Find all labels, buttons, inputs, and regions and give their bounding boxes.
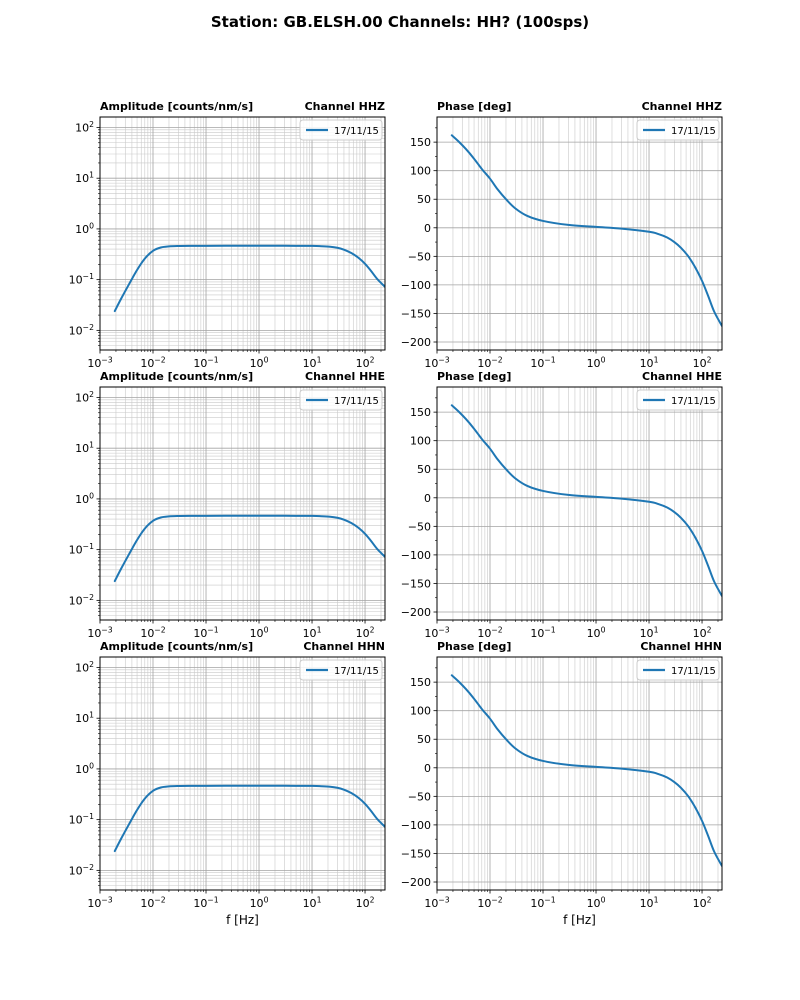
y-tick-label: −50 xyxy=(407,520,431,534)
y-tick-label: $10^0$ xyxy=(75,221,94,236)
legend-label: 17/11/15 xyxy=(334,396,379,407)
axis-title-channel: Channel HHN xyxy=(640,640,722,653)
x-tick-label: $10^1$ xyxy=(302,625,322,640)
x-tick-label: $10^1$ xyxy=(302,895,322,910)
x-tick-label: $10^2$ xyxy=(355,625,375,640)
y-tick-label: $10^2$ xyxy=(75,659,94,675)
y-tick-label: 50 xyxy=(417,733,431,747)
y-tick-label: 150 xyxy=(410,406,431,420)
y-tick-label: −150 xyxy=(400,847,431,861)
axis-title-left: Phase [deg] xyxy=(437,100,512,113)
axis-title-left: Amplitude [counts/nm/s] xyxy=(100,640,254,653)
x-tick-label: $10^0$ xyxy=(249,625,269,640)
x-tick-label: $10^{-3}$ xyxy=(424,895,450,910)
y-tick-label: −100 xyxy=(400,278,431,292)
y-tick-label: $10^2$ xyxy=(75,389,94,405)
curve-group xyxy=(452,405,722,596)
x-tick-label: $10^2$ xyxy=(355,355,375,370)
y-tick-label: −50 xyxy=(407,790,431,804)
y-tick-label: $10^{-1}$ xyxy=(68,542,94,557)
axis-title-left: Amplitude [counts/nm/s] xyxy=(100,370,254,383)
subplot-amplitude-hhn xyxy=(60,627,405,927)
x-tick-label: $10^2$ xyxy=(692,625,712,640)
x-axis-label: f [Hz] xyxy=(563,913,596,927)
subplot-phase-hhe xyxy=(397,357,742,657)
figure-title: Station: GB.ELSH.00 Channels: HH? (100sps) xyxy=(210,13,590,31)
axis-title-channel: Channel HHZ xyxy=(641,100,722,113)
response-curve-phase-hhe xyxy=(452,405,722,596)
y-tick-label: $10^1$ xyxy=(75,710,94,726)
y-tick-label: −200 xyxy=(400,336,431,350)
y-tick-label: 100 xyxy=(410,704,431,718)
y-tick-label: 0 xyxy=(424,761,431,775)
x-tick-label: $10^1$ xyxy=(639,355,659,370)
legend-label: 17/11/15 xyxy=(671,666,716,677)
y-tick-label: $10^1$ xyxy=(75,170,94,186)
x-tick-label: $10^2$ xyxy=(355,895,375,910)
y-tick-label: 100 xyxy=(410,434,431,448)
y-tick-label: 50 xyxy=(417,193,431,207)
x-tick-label: $10^0$ xyxy=(586,895,606,910)
y-tick-label: $10^0$ xyxy=(75,491,94,506)
curve-group xyxy=(452,135,722,326)
x-axis-label: f [Hz] xyxy=(226,913,259,927)
axis-title-left: Amplitude [counts/nm/s] xyxy=(100,100,254,113)
x-tick-label: $10^{-1}$ xyxy=(193,355,219,370)
x-tick-label: $10^1$ xyxy=(639,625,659,640)
y-tick-label: $10^0$ xyxy=(75,761,94,776)
curve-group xyxy=(452,675,722,866)
x-tick-label: $10^{-2}$ xyxy=(140,625,166,640)
y-tick-label: $10^{-2}$ xyxy=(68,322,94,338)
y-tick-label: 100 xyxy=(410,164,431,178)
x-tick-label: $10^{-3}$ xyxy=(87,625,113,640)
x-tick-label: $10^0$ xyxy=(249,355,269,370)
y-tick-label: −100 xyxy=(400,818,431,832)
axis-title-left: Phase [deg] xyxy=(437,640,512,653)
x-tick-label: $10^0$ xyxy=(586,355,606,370)
x-tick-label: $10^{-1}$ xyxy=(193,625,219,640)
y-tick-label: $10^{-1}$ xyxy=(68,812,94,827)
legend-label: 17/11/15 xyxy=(671,396,716,407)
x-tick-label: $10^{-2}$ xyxy=(477,625,503,640)
y-tick-label: 150 xyxy=(410,136,431,150)
x-tick-label: $10^{-1}$ xyxy=(530,355,556,370)
y-tick-label: −100 xyxy=(400,548,431,562)
legend-label: 17/11/15 xyxy=(334,666,379,677)
y-tick-label: 150 xyxy=(410,676,431,690)
response-curve-phase-hhn xyxy=(452,675,722,866)
y-tick-label: 0 xyxy=(424,221,431,235)
y-tick-label: −150 xyxy=(400,577,431,591)
axis-title-channel: Channel HHZ xyxy=(304,100,385,113)
x-tick-label: $10^0$ xyxy=(586,625,606,640)
x-tick-label: $10^{-1}$ xyxy=(530,895,556,910)
x-tick-label: $10^{-2}$ xyxy=(140,355,166,370)
y-tick-label: 50 xyxy=(417,463,431,477)
y-tick-label: $10^{-2}$ xyxy=(68,862,94,878)
x-tick-label: $10^{-1}$ xyxy=(193,895,219,910)
y-tick-label: −50 xyxy=(407,250,431,264)
subplot-amplitude-hhe xyxy=(60,357,405,657)
axis-title-channel: Channel HHE xyxy=(642,370,722,383)
y-tick-label: 0 xyxy=(424,491,431,505)
y-tick-label: −150 xyxy=(400,307,431,321)
y-tick-label: $10^1$ xyxy=(75,440,94,456)
y-tick-label: −200 xyxy=(400,606,431,620)
legend-label: 17/11/15 xyxy=(671,126,716,137)
x-tick-label: $10^{-3}$ xyxy=(424,625,450,640)
legend-label: 17/11/15 xyxy=(334,126,379,137)
axis-title-left: Phase [deg] xyxy=(437,370,512,383)
x-tick-label: $10^{-2}$ xyxy=(477,355,503,370)
x-tick-label: $10^{-2}$ xyxy=(477,895,503,910)
subplot-phase-hhn xyxy=(397,627,742,927)
subplot-phase-hhz xyxy=(397,87,742,387)
y-tick-label: −200 xyxy=(400,876,431,890)
x-tick-label: $10^{-3}$ xyxy=(424,355,450,370)
x-tick-label: $10^{-2}$ xyxy=(140,895,166,910)
axis-title-channel: Channel HHE xyxy=(305,370,385,383)
y-tick-label: $10^{-1}$ xyxy=(68,272,94,287)
y-tick-label: $10^2$ xyxy=(75,119,94,135)
x-tick-label: $10^{-3}$ xyxy=(87,895,113,910)
y-tick-label: $10^{-2}$ xyxy=(68,592,94,608)
x-tick-label: $10^1$ xyxy=(302,355,322,370)
x-tick-label: $10^0$ xyxy=(249,895,269,910)
axis-title-channel: Channel HHN xyxy=(303,640,385,653)
x-tick-label: $10^1$ xyxy=(639,895,659,910)
x-tick-label: $10^2$ xyxy=(692,355,712,370)
axes-spines xyxy=(437,657,722,890)
subplot-amplitude-hhz xyxy=(60,87,405,387)
response-curve-phase-hhz xyxy=(452,135,722,326)
x-tick-label: $10^{-1}$ xyxy=(530,625,556,640)
axes-spines xyxy=(437,387,722,620)
x-tick-label: $10^{-3}$ xyxy=(87,355,113,370)
x-tick-label: $10^2$ xyxy=(692,895,712,910)
axes-spines xyxy=(437,117,722,350)
